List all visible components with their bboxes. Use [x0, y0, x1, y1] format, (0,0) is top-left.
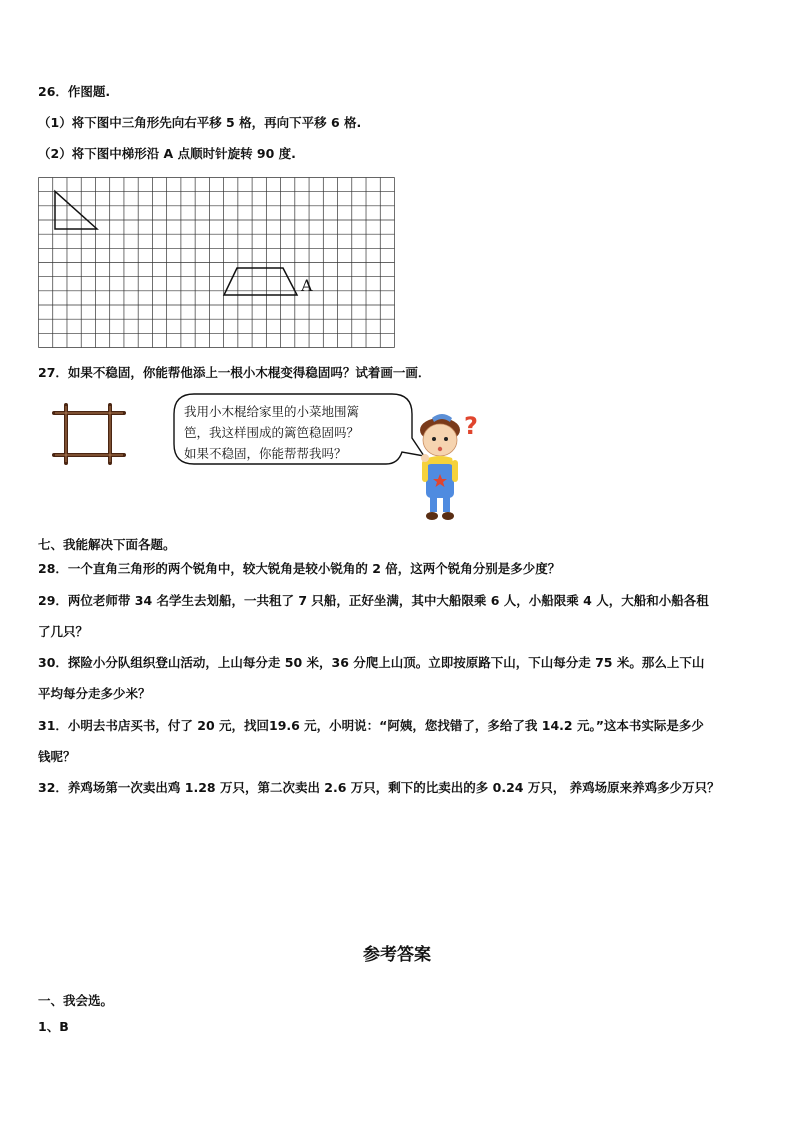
q30-line1: 30．探险小分队组织登山活动，上山每分走 50 米，36 分爬上山顶。立即按原路下山，下山每分走 75 米。那么上下山 [38, 655, 705, 670]
answers-section-1: 一、我会选。 [38, 993, 114, 1008]
speech-line: 笆，我这样围成的篱笆稳固吗？ [184, 425, 360, 440]
speech-line: 我用小木棍给家里的小菜地围篱 [184, 404, 360, 419]
speech-text [184, 401, 414, 464]
answers-title: 参考答案 [363, 945, 431, 965]
q29-line2: 了几只？ [38, 624, 89, 639]
svg-text:?: ? [464, 412, 478, 440]
grid-figure [38, 177, 395, 348]
q26-title: 26．作图题. [38, 84, 111, 99]
fence-illustration [52, 403, 126, 465]
point-a-label: A [301, 276, 313, 295]
q32: 32．养鸡场第一次卖出鸡 1.28 万只，第二次卖出 2.6 万只，剩下的比卖出的多 0.24 万只， 养鸡场原来养鸡多少万只？ [38, 780, 720, 795]
speech-line: 如果不稳固，你能帮帮我吗？ [184, 446, 347, 461]
q27-title: 27．如果不稳固，你能帮他添上一根小木棍变得稳固吗？试着画一画． [38, 365, 431, 380]
answer-1: 1、B [38, 1019, 69, 1034]
boy-illustration [410, 408, 490, 526]
section-7-heading: 七、我能解决下面各题。 [38, 537, 176, 552]
q31-line1: 31．小明去书店买书，付了 20 元，找回19.6 元，小明说：“阿姨，您找错了，多给了我 14.2 元。”这本书实际是多少 [38, 718, 704, 733]
q29-line1: 29．两位老师带 34 名学生去划船，一共租了 7 只船，正好坐满，其中大船限乘 6 人，小船限乘 4 人，大船和小船各租 [38, 593, 709, 608]
q26-part2: （2）将下图中梯形沿 A 点顺时针旋转 90 度. [38, 146, 296, 161]
q31-line2: 钱呢？ [38, 749, 76, 764]
triangle-shape [55, 191, 97, 229]
q28: 28．一个直角三角形的两个锐角中，较大锐角是较小锐角的 2 倍，这两个锐角分别是多少度？ [38, 561, 561, 576]
q26-part1: （1）将下图中三角形先向右平移 5 格，再向下平移 6 格. [38, 115, 362, 130]
q30-line2: 平均每分走多少米？ [38, 686, 151, 701]
